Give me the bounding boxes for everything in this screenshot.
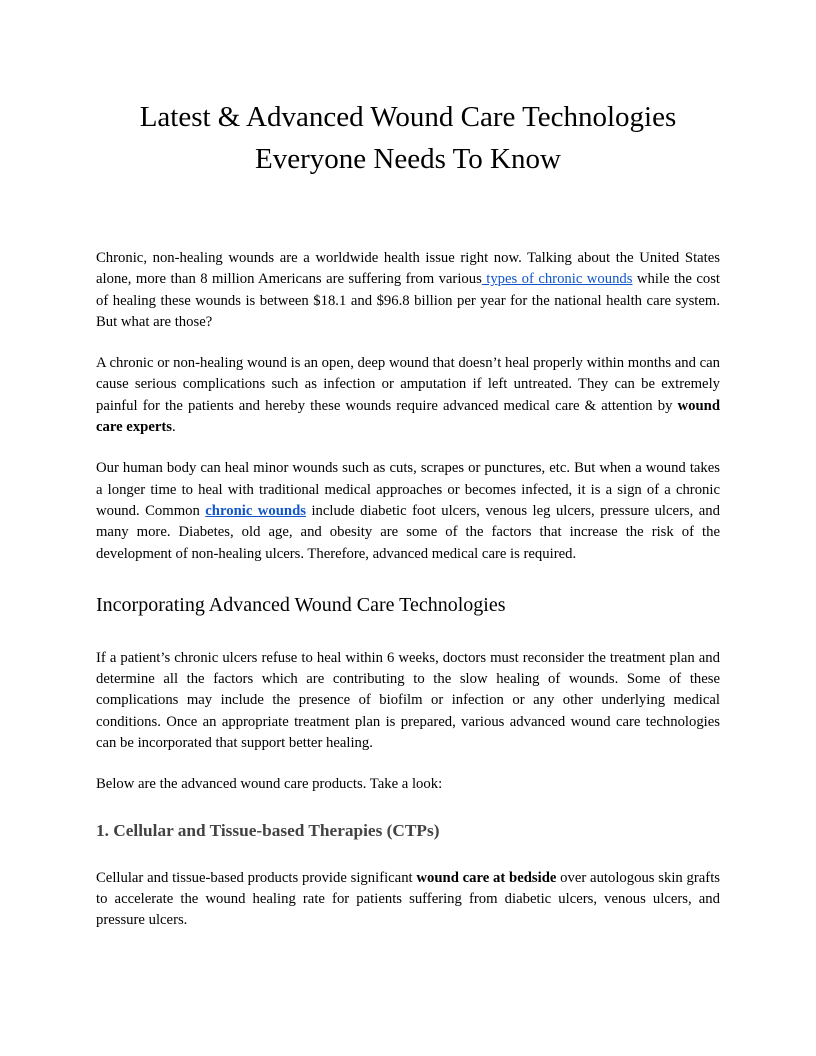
definition-text-2: . [171,419,176,436]
intro-text-1: Chronic, non-healing wounds are a worldwide health issue right now. Talking about the United States alone, more than 8 million Americans are suffering from various [96,250,720,288]
types-of-chronic-wounds-link[interactable]: types of chronic wounds [481,271,633,288]
title-line-1: Latest & Advanced Wound Care Technologies [139,101,677,133]
definition-paragraph [96,353,720,438]
healing-text-1: Our human body can heal minor wounds such as cuts, scrapes or punctures, etc. But when a wound takes a longer time to heal with traditional medical approaches or becomes infected, it is a sign of a chronic wound. Common [96,460,720,519]
ctp-paragraph [96,868,720,932]
healing-paragraph [96,458,720,564]
wound-care-experts-bold: wound care experts [96,397,720,436]
title-line-2: Everyone Needs To Know [255,143,561,175]
document-title [96,96,720,180]
subsection-heading-ctps: 1. Cellular and Tissue-based Therapies (CTPs) [96,820,440,840]
definition-text-1: A chronic or non-healing wound is an open, deep wound that doesn’t heal properly within months and can cause serious complications such as infection or amputation if left untreated. They can be extremely painful for the patients and hereby these wounds require advanced medical care & attention by [96,355,720,414]
chronic-wounds-link[interactable]: chronic wounds [205,502,306,519]
intro-text-2: while the cost of healing these wounds is between $18.1 and $96.8 billion per year for the national health care system. But what are those? [96,271,720,330]
document-page [96,0,720,932]
products-intro-paragraph: Below are the advanced wound care products. Take a look: [96,776,443,793]
treatment-paragraph: If a patient’s chronic ulcers refuse to heal within 6 weeks, doctors must reconsider the treatment plan and determine all the factors which are contributing to the slow healing of wounds. Some of these complications may include the presence of biofilm or infection or any other underlying medical conditions. Once an appropriate treatment plan is prepared, various advanced wound care technologies can be incorporated that support better healing. [96,649,720,752]
section-heading-technologies: Incorporating Advanced Wound Care Technologies [96,593,506,616]
ctp-text-2: over autologous skin grafts to accelerate the wound healing rate for patients suffering from diabetic ulcers, venous ulcers, and pressure ulcers. [96,869,720,929]
intro-paragraph [96,248,720,333]
healing-text-2: include diabetic foot ulcers, venous leg ulcers, pressure ulcers, and many more. Diabetes, old age, and obesity are some of the factors that increase the risk of the development of non-healing ulcers. Therefore, advanced medical care is required. [96,502,720,562]
ctp-text-1: Cellular and tissue-based products provide significant [96,869,417,886]
wound-care-at-bedside-bold: wound care at bedside [416,869,557,886]
